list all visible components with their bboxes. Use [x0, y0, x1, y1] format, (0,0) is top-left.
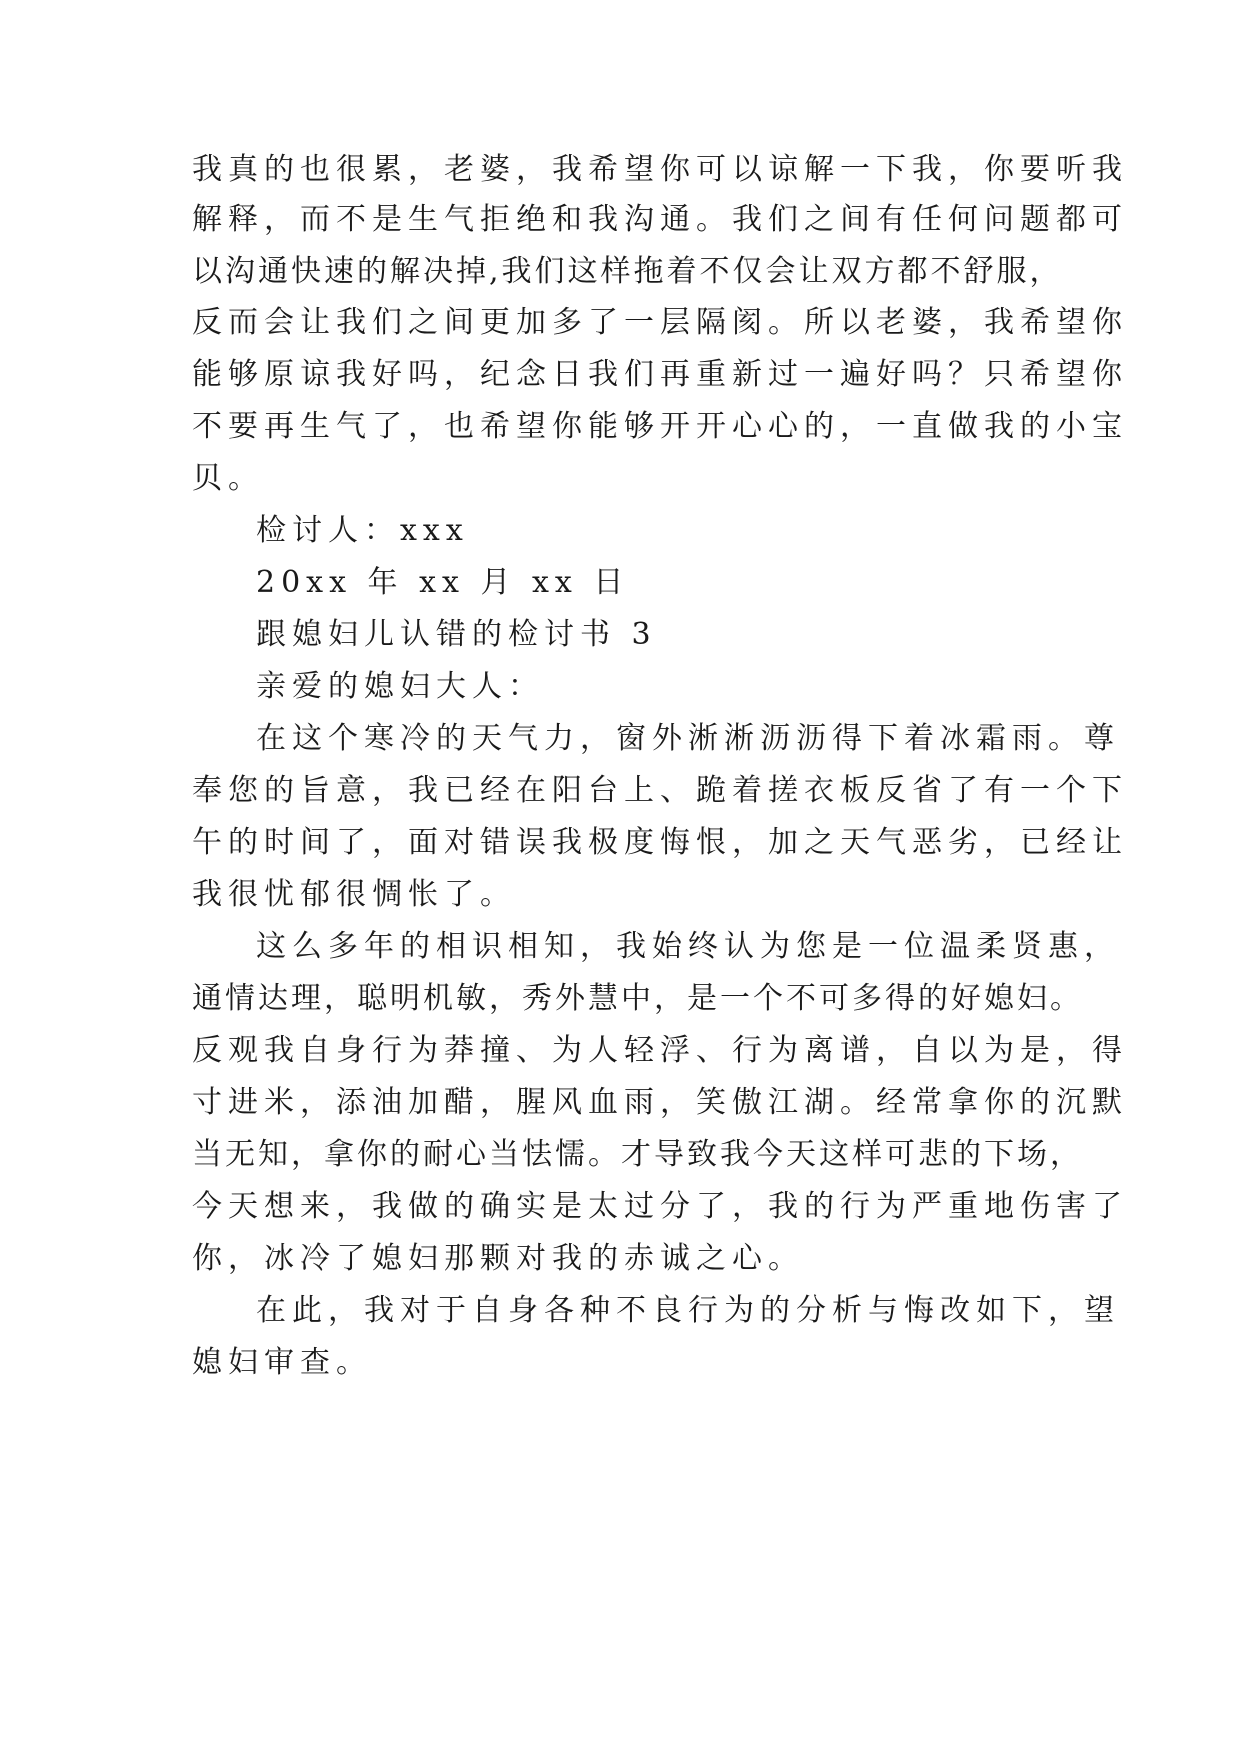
paragraph-line: 媳妇审查。 [192, 1345, 372, 1380]
paragraph-line: 通情达理，聪明机敏，秀外慧中，是一个不可多得的好媳妇。 [192, 981, 1083, 1016]
paragraph-line: 贝。 [192, 461, 264, 496]
paragraph-line: 反而会让我们之间更加多了一层隔阂。所以老婆，我希望你 [192, 305, 1128, 340]
paragraph-line: 这么多年的相识相知，我始终认为您是一位温柔贤惠， [256, 929, 1120, 964]
paragraph-line: 我很忧郁很惆怅了。 [192, 877, 516, 912]
section-title: 跟媳妇儿认错的检讨书 3 [256, 617, 657, 652]
paragraph-line: 能够原谅我好吗，纪念日我们再重新过一遍好吗？只希望你 [192, 357, 1128, 392]
paragraph-line: 解释，而不是生气拒绝和我沟通。我们之间有任何问题都可 [192, 202, 1128, 237]
paragraph-line: 在这个寒冷的天气力，窗外淅淅沥沥得下着冰霜雨。尊 [256, 721, 1120, 756]
salutation: 亲爱的媳妇大人： [256, 669, 544, 704]
paragraph-line: 午的时间了，面对错误我极度悔恨，加之天气恶劣，已经让 [192, 825, 1128, 860]
paragraph-line: 你，冰冷了媳妇那颗对我的赤诚之心。 [192, 1241, 804, 1276]
paragraph-line: 奉您的旨意，我已经在阳台上、跪着搓衣板反省了有一个下 [192, 773, 1128, 808]
paragraph-line: 我真的也很累，老婆，我希望你可以谅解一下我，你要听我 [192, 152, 1128, 187]
date-line: 20xx 年 xx 月 xx 日 [256, 565, 630, 600]
paragraph-line: 不要再生气了，也希望你能够开开心心的，一直做我的小宝 [192, 409, 1128, 444]
paragraph-line: 反观我自身行为莽撞、为人轻浮、行为离谱，自以为是，得 [192, 1033, 1128, 1068]
paragraph-line: 在此，我对于自身各种不良行为的分析与悔改如下，望 [256, 1293, 1120, 1328]
paragraph-line: 寸进米，添油加醋，腥风血雨，笑傲江湖。经常拿你的沉默 [192, 1085, 1128, 1120]
paragraph-line: 以沟通快速的解决掉,我们这样拖着不仅会让双方都不舒服， [192, 254, 1063, 289]
paragraph-line: 当无知，拿你的耐心当怯懦。才导致我今天这样可悲的下场， [192, 1137, 1083, 1172]
paragraph-line: 今天想来，我做的确实是太过分了，我的行为严重地伤害了 [192, 1189, 1128, 1224]
signature-line: 检讨人：xxx [256, 513, 469, 548]
